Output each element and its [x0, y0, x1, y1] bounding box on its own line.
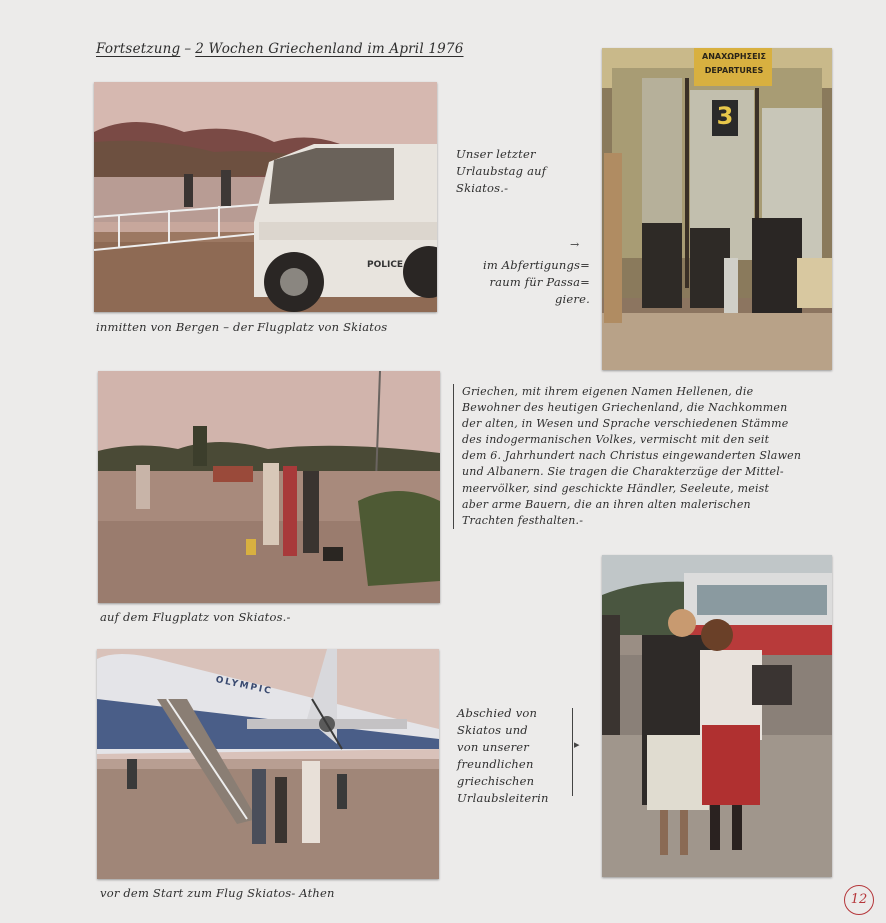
- note-line: Skiatos.-: [456, 181, 509, 195]
- photo-two-women-bus: [602, 555, 832, 877]
- paragraph-line: Bewohner des heutigen Griechenland, die Nachkommen: [462, 401, 788, 415]
- photo-airfield-police: [94, 82, 437, 312]
- photo-departures-hall: [602, 48, 832, 370]
- photo-boarding-plane: [97, 649, 439, 879]
- title-part1: Fortsetzung: [96, 41, 181, 57]
- note-line: Unser letzter: [456, 147, 536, 161]
- note-farewell: [457, 705, 549, 807]
- paragraph-line: und Albanern. Sie tragen die Charakterzüge der Mittel-: [462, 465, 784, 479]
- police-label: POLICE: [367, 260, 404, 270]
- note-line: raum für Passa=: [489, 275, 590, 289]
- gate-number: 3: [716, 102, 734, 130]
- note-line: Skiatos und: [457, 723, 528, 737]
- airline-name: OLYMPIC: [214, 675, 274, 697]
- paragraph-line: Griechen, mit ihrem eigenen Namen Hellenen, die: [462, 385, 754, 398]
- page-number: 12: [844, 885, 874, 915]
- note-waiting-room: [470, 257, 590, 308]
- paragraph-line: der alten, in Wesen und Sprache verschiedenen Stämme: [462, 417, 789, 431]
- note-line: griechischen: [457, 774, 535, 788]
- caption-photo4: vor dem Start zum Flug Skiatos- Athen: [100, 886, 335, 900]
- photo-airfield-people: [98, 371, 440, 603]
- page-title: [96, 38, 496, 60]
- departures-sign-english: DEPARTURES: [704, 66, 764, 75]
- departures-sign-greek: ΑΝΑΧΩΡΗΣΕΙΣ: [702, 52, 766, 61]
- greeks-paragraph: [453, 384, 852, 529]
- paragraph-line: meervölker, sind geschickte Händler, Seeleute, meist: [462, 481, 770, 495]
- title-separator: –: [184, 41, 192, 57]
- note-line: Abschied von: [457, 706, 538, 720]
- note-last-day: [456, 146, 546, 197]
- note-line: von unserer: [457, 740, 530, 754]
- pointer-arrow: ▸: [574, 738, 580, 751]
- caption-photo3: auf dem Flugplatz von Skiatos.-: [100, 610, 291, 624]
- paragraph-line: aber arme Bauern, die an ihren alten malerischen: [462, 497, 751, 511]
- note-line: im Abfertigungs=: [482, 258, 590, 272]
- note-line: Urlaubstag auf: [456, 164, 547, 178]
- caption-photo1: inmitten von Bergen – der Flugplatz von Skiatos: [96, 320, 388, 334]
- note-line: freundlichen: [457, 757, 534, 771]
- note-line: giere.: [554, 292, 590, 306]
- paragraph-line: dem 6. Jahrhundert nach Christus eingewanderten Slawen: [462, 449, 802, 463]
- arrow-right: →: [570, 238, 580, 251]
- paragraph-line: des indogermanischen Volkes, vermischt mit den seit: [462, 433, 770, 447]
- farewell-bracket: [572, 708, 573, 796]
- note-line: Urlaubsleiterin: [457, 791, 549, 805]
- paragraph-line: Trachten festhalten.-: [462, 513, 584, 527]
- title-part2: 2 Wochen Griechenland im April 1976: [195, 41, 464, 57]
